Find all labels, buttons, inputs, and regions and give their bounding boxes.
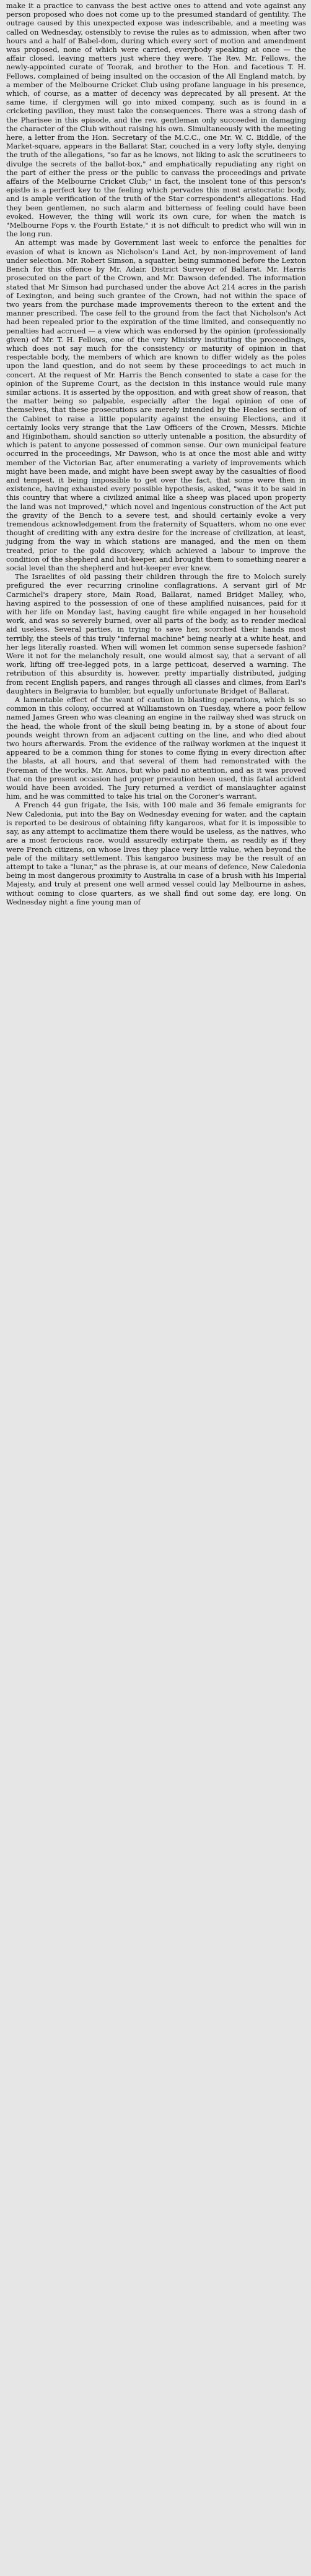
article-cricket-club: make it a practice to canvass the best active ones to attend and vote against any person proposed who does not come up to the presumed standard of gentility. The outrage caused by this unexpected expose was indescribable, and a meeting was called on Wednesday, ostensibly to revise the rules as to admission, when after two hours and a half of Babel-dom, during which every sort of motion and amendment was proposed, none of which were carried, everybody speaking at once — the affair closed, leaving matters just where they were. The Rev. Mr. Fellows, the newly-appointed curate of Toorak, and brother to the Hon. and facetious T. H. Fellows, complained of being insulted on the occasion of the All England match, by a member of the Melbourne Cricket Club using profane language in his presence, which, of course, as a matter of decency was deprecated by all present. At the same time, if clergymen will go into mixed company, such as is found in a cricketing pavilion, they must take the consequences. There was a strong dash of the Pharisee in this episode, and the rev. gentleman only succeeded in damaging the character of the Club without raising his own. Simultaneously with the meeting here, a letter from the Hon. Secretary of the M.C.C., one Mr. W. C. Biddle, of the Market-square, appears in the Ballarat Star, couched in a very lofty style, denying the truth of the allegations, "so far as he knows, not liking to ask the scrutineers to divulge the secrets of the ballot-box," and emphatically repudiating any right on the part of either the press or the public to canvass the proceedings and private affairs of the Melbourne Cricket Club;" in fact, the insolent tone of this person's epistle is a perfect key to the feeling which pervades this most aristocratic body, and is ample verification of the truth of the Star correspondent's allegations. Had they been gentlemen, no such alarm and bitterness of feeling could have been evoked. However, the thing will work its own cure, for when the match is "Melbourne Fops v. the Fourth Estate," it is not difficult to predict who will win in the long run. — [6, 1, 306, 239]
article-blasting-accident: A lamentable effect of the want of caution in blasting operations, which is so common in this colony, occurred at Williamstown on Tuesday, where a poor fellow named James Green who was cleaning an engine in the railway shed was struck on the head, the whole front of the skull being beating in, by a stone of about four pounds weight thrown from an adjacent cutting on the line, and who died about two hours afterwards. From the evidence of the railway workmen at the inquest it appeared to be a common thing for stones to come flying in every direction after the blasts, at all hours, and that several of them had remonstrated with the Foreman of the works, Mr. Amos, but who paid no attention, and as it was proved that on the present occasion had proper precaution been used, this fatal accident would have been avoided. The Jury returned a verdict of manslaughter against him, and he was committed to take his trial on the Coroner's warrant. — [6, 695, 306, 801]
article-land-act: An attempt was made by Government last week to enforce the penalties for evasion of what is known as Nicholson's Land Act, by non-improvement of land under selection. Mr. Robert Simson, a squatter, being summoned before the Lexton Bench for this offence by Mr. Adair, District Surveyor of Ballarat. Mr. Harris prosecuted on the part of the Crown, and Mr. Dawson defended. The information stated that Mr Simson had purchased under the above Act 214 acres in the parish of Lexington, and being such grantee of the Crown, had not within the space of two years from the purchase made improvements thereon to the extent and the manner prescribed. The case fell to the ground from the fact that Nicholson's Act had been repealed prior to the expiration of the time limited, and consequently no penalties had accrued — a view which was endorsed by the opinion (professionally given) of Mr. T. H. Fellows, one of the very Ministry instituting the proceedings, which does not say much for the consistency or maturity of opinion in that respectable body, the members of which are known to differ widely as the poles upon the land question, and do not seem by these proceedings to act much in concert. At the request of Mr. Harris the Bench consented to state a case for the opinion of the Supreme Court, as the decision in this instance would rule many similar actions. It is asserted by the opposition, and with great show of reason, that the matter being so palpable, especially after the legal opinion of one of themselves, that these prosecutions are merely intended by the Heales section of the Cabinet to raise a little popularity against the ensuing Elections, and it certainly looks very strange that the Law Officers of the Crown, Messrs. Michie and Higinbotham, should sanction so utterly untenable a position, the absurdity of which is patent to anyone possessed of common sense. Our own municipal feature occurred in the proceedings, Mr Dawson, who is at once the most able and witty member of the Victorian Bar, after enumerating a variety of improvements which might have been made, and might have been swept away by the casualties of flood and tempest, it being impossible to get over the fact, that some were then in existence, having exhausted every possible hypothesis, asked, "was it to be said in this country that where a civilized animal like a sheep was placed upon property the land was not improved," which novel and ingenious construction of the Act put the gravity of the Bench to a severe test, and should certainly evoke a very tremendous acknowledgement from the fraternity of Squatters, whom no one ever thought of crediting with any extra desire for the increase of civilization, at least, judging from the way in which stations are managed, and the men on them treated, prior to the gold discovery, which achieved a labour to improve the condition of the shepherd and hut-keeper, and brought them to something nearer a social level than the shepherd and hut-keeper ever knew. — [6, 238, 306, 572]
article-crinoline-fire: The Israelites of old passing their children through the fire to Moloch surely prefigured the ever recurring crinoline conflagrations. A servant girl of Mr Carmichel's drapery store, Main Road, Ballarat, named Bridget Malley, who, having aspired to the possession of one of these amplified nuisances, paid for it with her life on Monday last, having caught fire while engaged in her household work, and was so severely burned, over all parts of the body, as to render medical aid useless. Several parties, in trying to save her, scorched their hands most terribly, the steels of this truly "infernal machine" being nearly at a white heat, and her legs literally roasted. When will women let common sense supersede fashion? Were it not for the melancholy result, one would almost say, that a servant of all work, lifting off tree-legged pots, in a large petticoat, deserved a warning. The retribution of this absurdity is, however, pretty impartially distributed, judging from recent English papers, and ranges through all classes and climes, from Earl's daughters in Belgravia to humbler, but equally unfortunate Bridget of Ballarat. — [6, 572, 306, 695]
article-french-frigate: A French 44 gun frigate, the Isis, with 100 male and 36 female emigrants for New Caledonia, put into the Bay on Wednesday evening for water, and the captain is reported to be desirous of obtaining fifty kangaroos, what for it is impossible to say, as any attempt to acclimatize them there would be useless, as the natives, who are a most ferocious race, would assuredly extirpate them, as readily as if they were French citizens, on whose lives they place very little value, when beyond the pale of the military settlement. This kangaroo business may be the result of an attempt to take a "lunar," as the phrase is, at our means of defence, New Caledonia being in most dangerous proximity to Australia in case of a brush with his Imperial Majesty, and truly at present one well armed vessel could lay Melbourne in ashes, without coming to close quarters, as we shall find out some day, ere long. On Wednesday night a fine young man of — [6, 801, 306, 906]
